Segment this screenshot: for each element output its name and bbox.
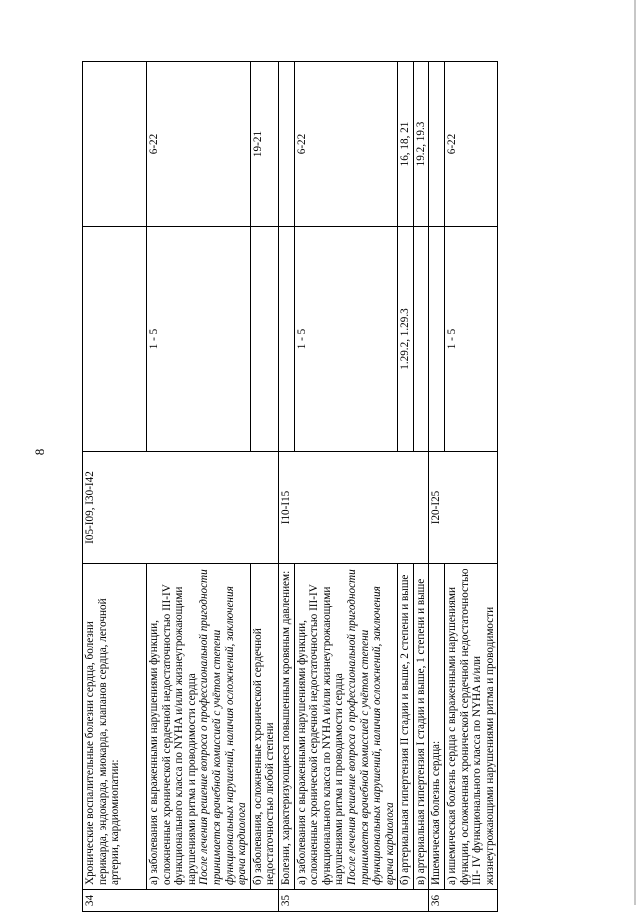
scan-edge xyxy=(634,0,636,905)
icd-code: I20-I25 xyxy=(429,452,498,564)
col4-cell xyxy=(413,227,429,452)
subcondition-text: а) заболевания с выраженными нарушениями функции, осложненные хронической сердечной недостаточностью III-IV функционального класса по NYHA и/или жизнеугрожающими нарушениями ритма и проводимости сердца xyxy=(148,584,198,885)
subcondition-cell xyxy=(445,564,498,890)
disease-heading: Ишемическая болезнь сердца: xyxy=(429,564,445,890)
col5-cell: 6-22 xyxy=(445,62,498,227)
disease-heading: Болезни, характеризующиеся повышенным кровяным давлением: xyxy=(278,564,294,890)
col4-cell: 1.29.2, 1.29.3 xyxy=(398,227,414,452)
col5-cell: 16, 18, 21 xyxy=(398,62,414,227)
icd-code: I10-I15 xyxy=(278,452,429,564)
subcondition-text: а) заболевания с выраженными нарушениями функции, осложненные хронической сердечной недостаточностью III-IV функционального класса по NYHA и/или жизнеугрожающими нарушениями ритма и проводимости сердца xyxy=(295,584,346,885)
col5-cell: 6-22 xyxy=(294,62,398,227)
subcondition-text: б) заболевания, осложненные хронической сердечной недостаточностью любой степени xyxy=(251,628,277,885)
icd-code: I05-I09, I30-I42 xyxy=(83,452,279,564)
page-number: 8 xyxy=(32,448,47,456)
subcondition-cell xyxy=(413,564,429,890)
subcondition-note: После лечения решение вопроса о профессиональной пригодности принимается врачебной комиссией с учётом степени функциональных нарушений, наличия осложнений, заключения врача кардиолога xyxy=(345,569,396,885)
col4-cell: 1 - 5 xyxy=(294,227,398,452)
subcondition-cell xyxy=(294,564,398,890)
col5-cell: 19-21 xyxy=(250,62,278,227)
col5-cell: 6-22 xyxy=(147,62,251,227)
table-row xyxy=(278,62,294,912)
row-number: 36 xyxy=(429,890,498,912)
row-number: 35 xyxy=(278,890,429,912)
col4-cell: 1 - 5 xyxy=(147,227,251,452)
subcondition-text: а) ишемическая болезнь сердца с выраженными нарушениями функции, осложненная хронической сердечной недостаточностью III- IV функционального класса по NYHA и/или жизнеугрожающими нарушениями ритма и проводимости xyxy=(446,568,496,885)
disease-heading: Хронические воспалительные болезни сердца, болезни перикарда, эндокарда, миокарда, клапанов сердца, легочной артерии, кардиомиопатии: xyxy=(83,564,147,890)
col4-cell xyxy=(429,227,445,452)
row-number: 34 xyxy=(83,890,279,912)
subcondition-cell xyxy=(147,564,251,890)
col5-cell xyxy=(83,62,147,227)
subcondition-text: б) артериальная гипертензия II стадии и выше, 2 степени и выше xyxy=(399,574,412,885)
col5-cell xyxy=(278,62,294,227)
subcondition-text: в) артериальная гипертензия I стадии и выше, 1 степени и выше xyxy=(414,578,427,885)
col5-cell: 19.2, 19.3 xyxy=(413,62,429,227)
subcondition-cell xyxy=(398,564,414,890)
col5-cell xyxy=(429,62,445,227)
table-row xyxy=(429,62,445,912)
col4-cell xyxy=(250,227,278,452)
subcondition-note: После лечения решение вопроса о профессиональной пригодности принимается врачебной комиссией с учётом степени функциональных нарушений, наличия осложнений, заключения врача кардиолога xyxy=(198,569,249,885)
rotated-table-container xyxy=(82,62,552,912)
subcondition-cell xyxy=(250,564,278,890)
col4-cell xyxy=(278,227,294,452)
table-row xyxy=(83,62,147,912)
medical-contraindications-table xyxy=(82,61,498,912)
col4-cell: 1 - 5 xyxy=(445,227,498,452)
col4-cell xyxy=(83,227,147,452)
